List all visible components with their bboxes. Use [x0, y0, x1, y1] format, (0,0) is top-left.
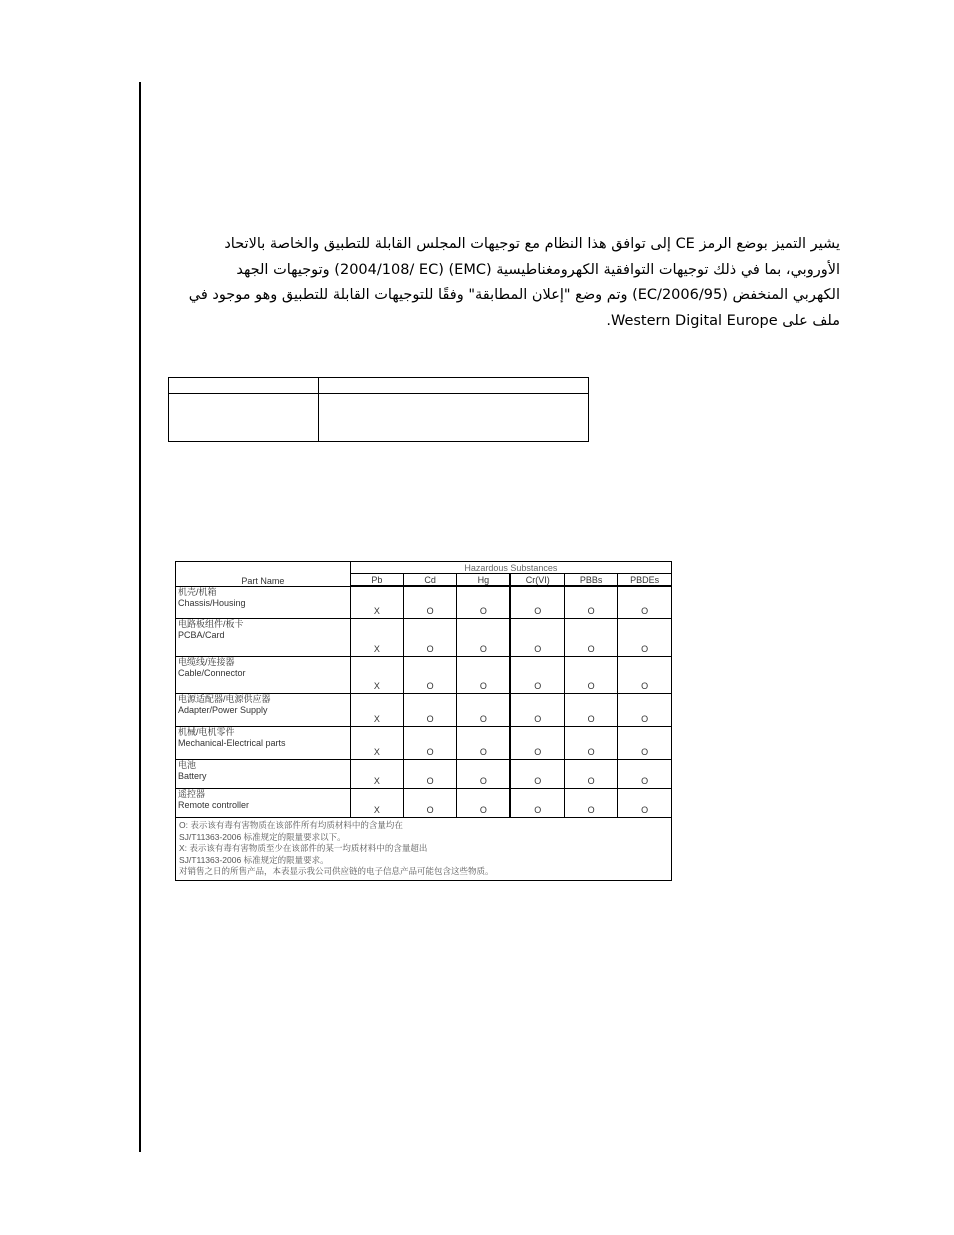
mark-cell: O [457, 760, 511, 789]
mark-cell: O [510, 789, 564, 818]
mark-cell: O [510, 760, 564, 789]
mark-cell: O [564, 619, 617, 657]
empty-info-table [168, 377, 589, 442]
mark-cell: O [404, 619, 457, 657]
note-line: SJ/T11363-2006 标准规定的限量要求。 [179, 854, 329, 865]
note-line: O: 表示该有毒有害物质在该部件所有均质材料中的含量均在 [179, 820, 403, 830]
ce-statement-line-1: يشير التميز بوضع الرمز CE إلى توافق هذا النظام مع توجيهات المجلس القابلة للتطبيق والخاصة بالاتحاد [224, 236, 840, 252]
mark-cell: O [618, 657, 672, 694]
empty-cell [319, 378, 589, 394]
mark-cell: O [618, 586, 672, 619]
mark-cell: O [510, 727, 564, 760]
mark-cell: O [457, 727, 511, 760]
hazardous-substances-header: Hazardous Substances [350, 562, 671, 574]
mark-cell: X [350, 694, 403, 727]
ce-statement-line-4: ملف على Western Digital Europe. [606, 312, 840, 329]
table-row [176, 760, 672, 789]
mark-cell: O [564, 694, 617, 727]
left-margin-rule [139, 82, 141, 1152]
mark-cell: X [350, 657, 403, 694]
empty-cell [169, 394, 319, 442]
mark-cell: O [510, 619, 564, 657]
mark-cell: O [618, 727, 672, 760]
substance-header: Cr(VI) [510, 574, 564, 587]
note-line: SJ/T11363-2006 标准规定的限量要求以下。 [179, 831, 346, 842]
mark-cell: O [618, 789, 672, 818]
part-name-cell: 机壳/机箱 Chassis/Housing [176, 586, 351, 619]
mark-cell: O [510, 657, 564, 694]
mark-cell: O [618, 694, 672, 727]
mark-cell: O [510, 586, 564, 619]
ce-marking-statement [188, 232, 840, 334]
mark-cell: O [404, 657, 457, 694]
hazardous-substances-table [175, 561, 672, 881]
substance-header: PBDEs [618, 574, 672, 587]
mark-cell: O [618, 760, 672, 789]
mark-cell: O [564, 586, 617, 619]
note-line: X: 表示该有毒有害物质至少在该部件的某一均质材料中的含量超出 [179, 843, 428, 853]
part-name-cell: 电缆线/连接器 Cable/Connector [176, 657, 351, 694]
mark-cell: O [457, 619, 511, 657]
substance-header: Pb [350, 574, 403, 587]
mark-cell: O [404, 694, 457, 727]
table-notes [176, 818, 672, 881]
table-row [176, 727, 672, 760]
ce-statement-line-2: الأوروبي، بما في ذلك توجيهات التوافقية الكهرومغناطيسية (EMC) (2004/108/ EC) وتوجيهات الجهد [236, 261, 840, 278]
part-name-cell: 电池 Battery [176, 760, 351, 789]
mark-cell: O [564, 789, 617, 818]
substance-header: PBBs [564, 574, 617, 587]
empty-cell [169, 378, 319, 394]
mark-cell: O [457, 694, 511, 727]
mark-cell: O [404, 586, 457, 619]
substance-header: Cd [404, 574, 457, 587]
part-name-header: Part Name [176, 562, 351, 587]
substance-header: Hg [457, 574, 511, 587]
empty-cell [319, 394, 589, 442]
mark-cell: X [350, 619, 403, 657]
part-name-cell: 电路板组件/板卡 PCBA/Card [176, 619, 351, 657]
mark-cell: O [510, 694, 564, 727]
mark-cell: O [457, 789, 511, 818]
part-name-cell: 遥控器 Remote controller [176, 789, 351, 818]
mark-cell: O [404, 727, 457, 760]
mark-cell: O [564, 657, 617, 694]
mark-cell: X [350, 586, 403, 619]
table-row [176, 586, 672, 619]
mark-cell: X [350, 789, 403, 818]
mark-cell: O [404, 789, 457, 818]
table-row [176, 789, 672, 818]
table-row [176, 619, 672, 657]
table-row [176, 657, 672, 694]
mark-cell: O [618, 619, 672, 657]
mark-cell: O [457, 586, 511, 619]
mark-cell: O [457, 657, 511, 694]
mark-cell: O [404, 760, 457, 789]
note-line: 对销售之日的所售产品，本表显示我公司供应链的电子信息产品可能包含这些物质。 [179, 866, 494, 876]
part-name-cell: 电源适配器/电源供应器 Adapter/Power Supply [176, 694, 351, 727]
mark-cell: O [564, 727, 617, 760]
part-name-cell: 机械/电机零件 Mechanical-Electrical parts [176, 727, 351, 760]
ce-statement-line-3: الكهربي المنخفض (2006/95/EC) وتم وضع "إعلان المطابقة" وفقًا للتوجيهات القابلة للتطبيق وهو موجود في [188, 287, 840, 303]
mark-cell: X [350, 760, 403, 789]
mark-cell: O [564, 760, 617, 789]
mark-cell: X [350, 727, 403, 760]
table-row [176, 694, 672, 727]
